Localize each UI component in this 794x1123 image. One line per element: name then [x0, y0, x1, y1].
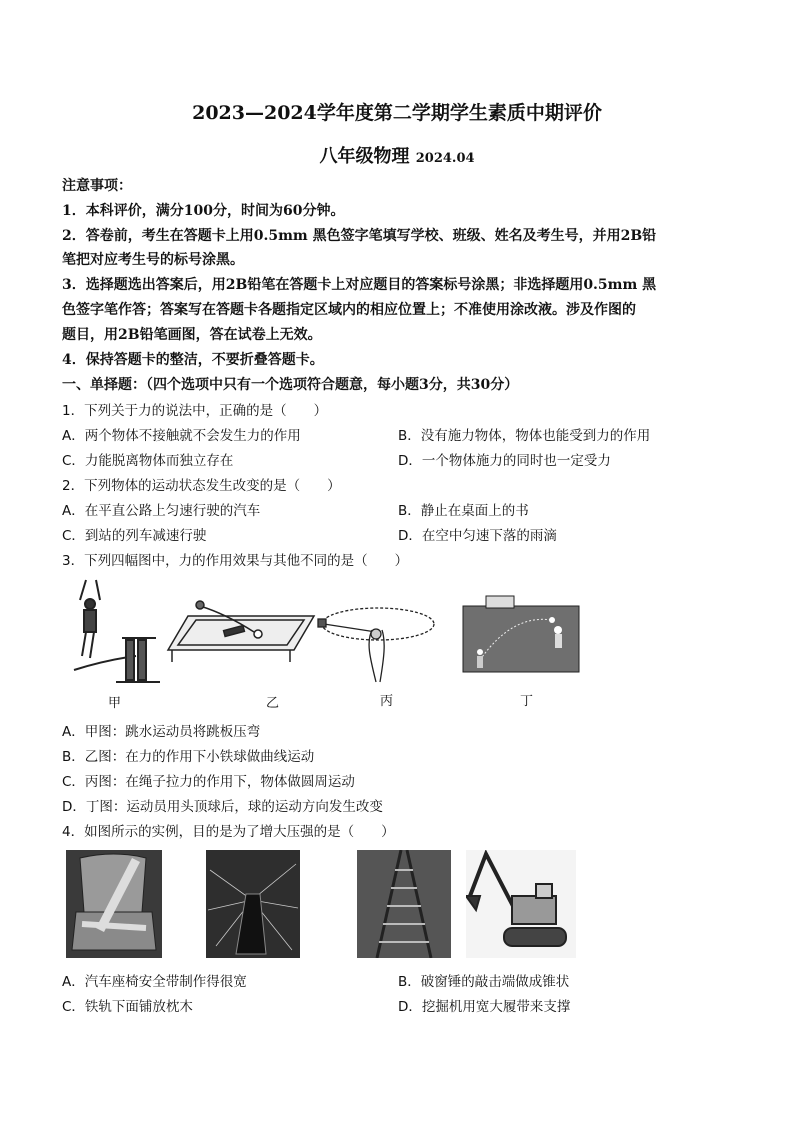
note-4: 4．保持答题卡的整洁，不要折叠答题卡。 — [62, 352, 324, 368]
q3-option-b: B．乙图：在力的作用下小铁球做曲线运动 — [62, 749, 315, 765]
note-3-line-2: 色签字笔作答；答案写在答题卡各题指定区域内的相应位置上；不准使用涂改液。涉及作图的 — [62, 302, 636, 318]
notes-heading: 注意事项： — [62, 178, 132, 194]
q4-stem: 4．如图所示的实例，目的是为了增大压强的是（ ） — [62, 824, 395, 840]
exam-date: 2024.04 — [415, 151, 475, 166]
q3-figure-table-ball — [166, 598, 316, 666]
q1-option-b: B．没有施力物体，物体也能受到力的作用 — [398, 428, 651, 444]
q4-photo-railway-track — [357, 850, 451, 958]
q3-option-d: D．丁图：运动员用头顶球后，球的运动方向发生改变 — [62, 799, 383, 815]
q2-stem: 2．下列物体的运动状态发生改变的是（ ） — [62, 478, 341, 494]
q3-caption-jia: 甲 — [108, 696, 122, 711]
q3-option-a: A．甲图：跳水运动员将跳板压弯 — [62, 724, 261, 740]
q2-option-a: A．在平直公路上匀速行驶的汽车 — [62, 503, 261, 519]
note-3-line-1: 3．选择题选出答案后，用2B铅笔在答题卡上对应题目的答案标号涂黑；非选择题用0.5mm 黑 — [62, 277, 657, 293]
q3-figure-soccer-header — [462, 594, 580, 674]
q4-option-c: C．铁轨下面铺放枕木 — [62, 999, 193, 1015]
q3-figure-circular-motion — [316, 602, 438, 686]
q2-option-c: C．到站的列车减速行驶 — [62, 528, 207, 544]
q1-option-d: D．一个物体施力的同时也一定受力 — [398, 453, 611, 469]
note-1: 1．本科评价，满分100分，时间为60分钟。 — [62, 203, 345, 219]
q1-option-a: A．两个物体不接触就不会发生力的作用 — [62, 428, 301, 444]
q2-option-b: B．静止在桌面上的书 — [398, 503, 529, 519]
q3-option-c: C．丙图：在绳子拉力的作用下，物体做圆周运动 — [62, 774, 355, 790]
q3-caption-ding: 丁 — [520, 694, 534, 709]
q3-stem: 3．下列四幅图中，力的作用效果与其他不同的是（ ） — [62, 553, 409, 569]
subject-name: 八年级物理 — [319, 146, 410, 167]
exam-subtitle — [0, 142, 794, 168]
q4-option-d: D．挖掘机用宽大履带来支撑 — [398, 999, 571, 1015]
q1-option-c: C．力能脱离物体而独立存在 — [62, 453, 234, 469]
section-1-heading: 一、单择题：（四个选项中只有一个选项符合题意，每小题3分，共30分） — [62, 377, 519, 393]
note-3-line-3: 题目，用2B铅笔画图，答在试卷上无效。 — [62, 327, 322, 343]
q4-photo-excavator — [466, 850, 576, 958]
q3-figure-diver — [66, 578, 162, 688]
q3-caption-bing: 丙 — [380, 694, 394, 709]
note-2-line-2: 笔把对应考生号的标号涂黑。 — [62, 252, 244, 268]
q1-stem: 1．下列关于力的说法中，正确的是（ ） — [62, 403, 328, 419]
q4-option-b: B．破窗锤的敲击端做成锥状 — [398, 974, 570, 990]
exam-title: 2023—2024学年度第二学期学生素质中期评价 — [192, 102, 602, 124]
q4-photo-window-hammer — [206, 850, 300, 958]
q2-option-d: D．在空中匀速下落的雨滴 — [398, 528, 557, 544]
note-2-line-1: 2．答卷前，考生在答题卡上用0.5mm 黑色签字笔填写学校、班级、姓名及考生号，并用2B铅 — [62, 228, 657, 244]
q4-photo-seat-belt — [66, 850, 162, 958]
q3-caption-yi: 乙 — [266, 696, 280, 711]
q4-option-a: A．汽车座椅安全带制作得很宽 — [62, 974, 247, 990]
